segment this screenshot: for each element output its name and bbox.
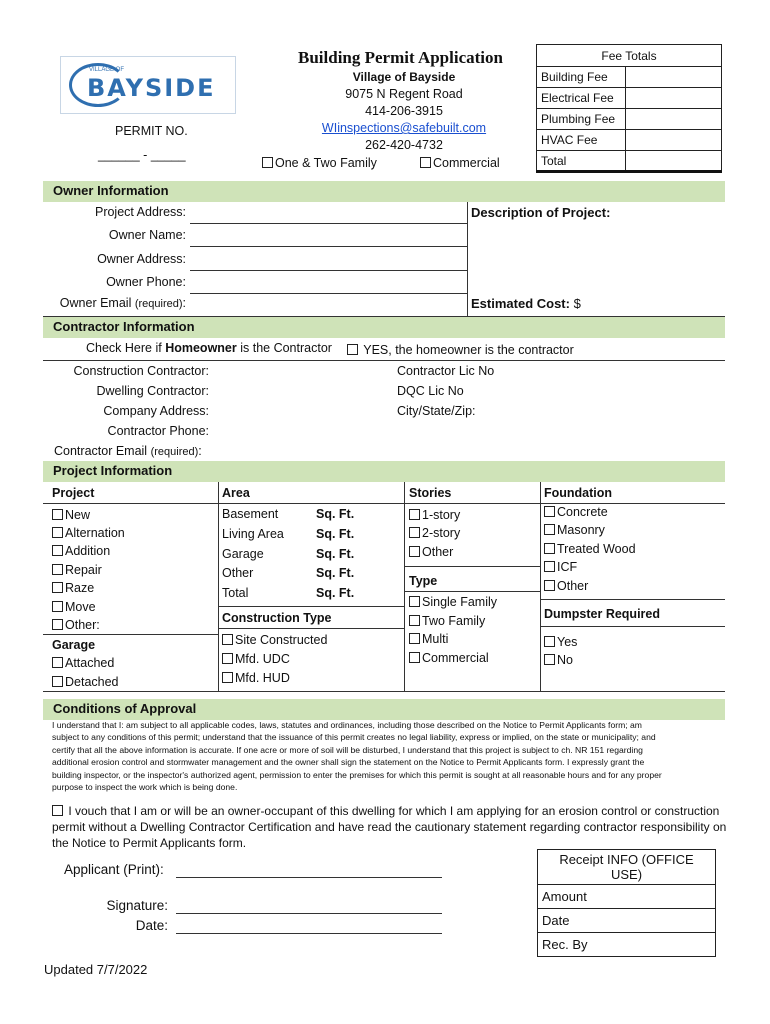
option-label: New (65, 508, 91, 522)
divider (218, 606, 404, 607)
checkbox-icon[interactable] (544, 561, 555, 572)
conditions-line: additional erosion control and stormwater management and the owner shall sign the statement on the Notice to Permit Applicants form. I expressly grant the (52, 757, 645, 767)
divider (404, 503, 540, 504)
checkbox-icon[interactable] (409, 652, 420, 663)
col-divider (404, 482, 405, 691)
permit-no-label: PERMIT NO. (115, 124, 188, 138)
owner-section-header: Owner Information (43, 181, 725, 202)
date-label: Date: (135, 918, 168, 933)
checkbox-icon[interactable] (409, 509, 420, 520)
checkbox-icon[interactable] (52, 564, 63, 575)
project-move-option[interactable] (52, 600, 96, 614)
form-title: Building Permit Application (298, 48, 503, 67)
fee-row-value[interactable] (626, 109, 722, 130)
checkbox-icon[interactable] (52, 601, 63, 612)
village-phone: 414-206-3915 (365, 104, 443, 118)
checkbox-icon[interactable] (409, 633, 420, 644)
receipt-rec-by[interactable]: Rec. By (538, 933, 716, 957)
label-text: Owner Email (59, 296, 132, 310)
foundation-treated-wood-option[interactable] (544, 542, 636, 556)
contractor-section-header: Contractor Information (43, 317, 725, 338)
option-label: Repair (65, 563, 102, 577)
fee-row-label: HVAC Fee (537, 130, 626, 151)
type-heading: Type (409, 574, 438, 588)
divider (218, 503, 404, 504)
area-heading: Area (222, 486, 250, 500)
applicant-print-label: Applicant (Print): (64, 862, 164, 877)
conditions-line: subject to any conditions of this permit; understand that the issuance of this permit creates no legal liability, express or implied, on the state or municipality; and (52, 732, 656, 742)
checkbox-icon[interactable] (544, 654, 555, 665)
description-label: Description of Project: (471, 205, 611, 220)
required-note: (required) (150, 446, 199, 458)
contractor-lic-label: Contractor Lic No (397, 364, 495, 378)
fee-row-label: Plumbing Fee (537, 109, 626, 130)
project-section-header: Project Information (43, 461, 725, 482)
checkbox-icon[interactable] (409, 596, 420, 607)
fee-row-value[interactable] (626, 67, 722, 88)
homeowner-check-label (86, 341, 332, 355)
project-other-option[interactable] (52, 618, 100, 632)
divider (43, 634, 218, 635)
owner-name-label: Owner Name: (108, 228, 186, 242)
divider (218, 628, 404, 629)
divider (540, 599, 725, 600)
inspections-email-link[interactable]: WIinspections@safebuilt.com (321, 121, 487, 135)
option-commercial[interactable] (420, 156, 500, 170)
option-label: ICF (557, 560, 578, 574)
area-garage-label: Garage (222, 547, 264, 561)
col-divider (218, 482, 219, 691)
homeowner-contractor-option[interactable] (347, 343, 574, 357)
option-label: Yes (557, 635, 578, 649)
date-field[interactable] (176, 933, 442, 934)
fee-row-label: Building Fee (537, 67, 626, 88)
checkbox-icon[interactable] (52, 509, 63, 520)
fee-row-label: Electrical Fee (537, 88, 626, 109)
receipt-amount[interactable]: Amount (538, 885, 716, 909)
option-label: Other (422, 545, 454, 559)
owner-address-field[interactable] (190, 270, 467, 271)
option-label: 2-story (422, 526, 461, 540)
option-label: Alternation (65, 526, 125, 540)
required-note: (required) (134, 298, 183, 310)
ctype-site-option[interactable] (222, 633, 327, 647)
dqc-lic-label: DQC Lic No (397, 384, 464, 398)
option-label: Detached (65, 675, 119, 689)
construction-contractor-label: Construction Contractor: (73, 364, 209, 378)
divider (43, 503, 218, 504)
checkbox-icon[interactable] (420, 157, 431, 168)
owner-email-label (43, 296, 186, 310)
alt-phone: 262-420-4732 (365, 138, 443, 152)
signature-field[interactable] (176, 913, 442, 914)
project-new-option[interactable] (52, 508, 90, 522)
area-other-label: Other (222, 566, 254, 580)
option-label: One & Two Family (275, 156, 377, 170)
foundation-concrete-option[interactable] (544, 505, 608, 519)
garage-detached-option[interactable] (52, 675, 119, 689)
option-one-two-family[interactable] (262, 156, 377, 170)
owner-phone-label: Owner Phone: (106, 275, 186, 289)
checkbox-icon[interactable] (409, 615, 420, 626)
checkbox-icon[interactable] (544, 543, 555, 554)
fee-row-value[interactable] (626, 151, 722, 172)
checkbox-icon[interactable] (52, 527, 63, 538)
option-label: Two Family (422, 614, 486, 628)
conditions-line: I understand that I: am subject to all applicable codes, laws, statutes and ordinances, including those described on the Notice to Permit Applicants form; am (52, 720, 642, 730)
checkbox-icon[interactable] (222, 653, 233, 664)
area-total-label: Total (222, 586, 249, 600)
colon: : (198, 444, 202, 458)
project-address-field[interactable] (190, 223, 467, 224)
dollar-sign: $ (573, 296, 581, 311)
label-bold: Homeowner (165, 341, 237, 355)
option-label: No (557, 653, 573, 667)
type-two-option[interactable] (409, 614, 485, 628)
option-label: Multi (422, 632, 449, 646)
receipt-title: Receipt INFO (OFFICE USE) (538, 850, 716, 885)
estimated-cost-label (471, 296, 581, 311)
sqft-unit: Sq. Ft. (316, 527, 355, 541)
checkbox-icon[interactable] (52, 676, 63, 687)
stories-other-option[interactable] (409, 545, 453, 559)
foundation-icf-option[interactable] (544, 560, 577, 574)
checkbox-icon[interactable] (347, 344, 358, 355)
stories-1-option[interactable] (409, 508, 460, 522)
option-label: Single Family (422, 595, 498, 609)
checkbox-icon[interactable] (52, 657, 63, 668)
project-addition-option[interactable] (52, 544, 110, 558)
owner-name-field[interactable] (190, 246, 467, 247)
checkbox-icon[interactable] (409, 546, 420, 557)
updated-date: Updated 7/7/2022 (44, 962, 148, 977)
conditions-section-header: Conditions of Approval (43, 699, 725, 720)
vouch-text: I vouch that I am or will be an owner-occupant of this dwelling for which I am applying for an erosion control or construction (68, 804, 720, 818)
option-label: 1-story (422, 508, 461, 522)
option-label: Attached (65, 656, 115, 670)
owner-phone-field[interactable] (190, 293, 467, 294)
sqft-unit: Sq. Ft. (316, 547, 355, 561)
project-repair-option[interactable] (52, 563, 102, 577)
vouch-text: the Notice to Permit Applicants form. (52, 836, 247, 850)
option-label: Raze (65, 581, 95, 595)
sqft-unit: Sq. Ft. (316, 507, 355, 521)
project-type-heading: Project (52, 486, 95, 500)
divider (43, 360, 725, 361)
company-address-label: Company Address: (103, 404, 209, 418)
checkbox-icon[interactable] (544, 506, 555, 517)
owner-occupant-vouch[interactable] (52, 803, 719, 819)
foundation-masonry-option[interactable] (544, 523, 605, 537)
checkbox-icon[interactable] (544, 580, 555, 591)
option-label: Move (65, 600, 96, 614)
fee-totals-table (536, 44, 722, 173)
divider (43, 691, 725, 692)
option-label: Other (557, 579, 589, 593)
checkbox-icon[interactable] (409, 527, 420, 538)
fee-row-label: Total (537, 151, 626, 172)
foundation-heading: Foundation (544, 486, 613, 500)
village-name: Village of Bayside (352, 70, 456, 84)
label-text: Check Here if (86, 341, 166, 355)
checkbox-icon[interactable] (222, 672, 233, 683)
option-label: YES, the homeowner is the contractor (363, 343, 574, 357)
garage-heading: Garage (52, 638, 96, 652)
divider (404, 566, 540, 567)
foundation-other-option[interactable] (544, 579, 588, 593)
divider (404, 591, 540, 592)
applicant-print-field[interactable] (176, 877, 442, 878)
checkbox-icon[interactable] (52, 545, 63, 556)
option-label: Masonry (557, 523, 605, 537)
option-label: Site Constructed (235, 633, 328, 647)
ctype-hud-option[interactable] (222, 671, 290, 685)
village-address: 9075 N Regent Road (345, 87, 463, 101)
project-alternation-option[interactable] (52, 526, 125, 540)
option-label: Commercial (433, 156, 500, 170)
vouch-text: permit without a Dwelling Contractor Certification and have read the cautionary statement regarding contractor responsibility on (52, 820, 727, 834)
fee-row-value[interactable] (626, 88, 722, 109)
label-text: is the Contractor (236, 341, 332, 355)
receipt-date[interactable]: Date (538, 909, 716, 933)
city-state-zip-label: City/State/Zip: (397, 404, 476, 418)
option-label: Addition (65, 544, 111, 558)
owner-divider (467, 202, 468, 319)
option-label: Treated Wood (557, 542, 636, 556)
receipt-table (537, 849, 716, 957)
divider (540, 626, 725, 627)
garage-attached-option[interactable] (52, 656, 114, 670)
option-label: Commercial (422, 651, 489, 665)
sqft-unit: Sq. Ft. (316, 586, 355, 600)
logo-wordmark: BAYSIDE (87, 74, 216, 102)
option-label: Concrete (557, 505, 608, 519)
dumpster-no-option[interactable] (544, 653, 573, 667)
col-divider (540, 482, 541, 691)
conditions-line: purpose to inspect the work which is being done. (52, 782, 238, 792)
signature-label: Signature: (106, 898, 168, 913)
divider (540, 503, 725, 504)
area-basement-label: Basement (222, 507, 279, 521)
contractor-email-label (54, 444, 202, 458)
checkbox-icon[interactable] (262, 157, 273, 168)
contractor-phone-label: Contractor Phone: (107, 424, 209, 438)
construction-type-heading: Construction Type (222, 611, 332, 625)
fee-row-value[interactable] (626, 130, 722, 151)
checkbox-icon[interactable] (222, 634, 233, 645)
permit-no-blank[interactable]: ______ - _____ (98, 148, 186, 162)
project-raze-option[interactable] (52, 581, 94, 595)
owner-address-label: Owner Address: (97, 252, 186, 266)
dumpster-heading: Dumpster Required (544, 607, 660, 621)
dwelling-contractor-label: Dwelling Contractor: (96, 384, 209, 398)
type-commercial-option[interactable] (409, 651, 489, 665)
label-text: Estimated Cost: (471, 296, 570, 311)
checkbox-icon[interactable] (544, 524, 555, 535)
sqft-unit: Sq. Ft. (316, 566, 355, 580)
option-label: Mfd. UDC (235, 652, 290, 666)
type-single-option[interactable] (409, 595, 497, 609)
ctype-udc-option[interactable] (222, 652, 290, 666)
conditions-line: building inspector, or the inspector's authorized agent, permission to enter the premises for which this permit is sought at all reasonable hours and for any proper (52, 770, 662, 780)
bayside-logo (60, 56, 236, 114)
colon: : (182, 296, 186, 310)
option-label: Other: (65, 618, 100, 632)
checkbox-icon[interactable] (52, 582, 63, 593)
checkbox-icon[interactable] (52, 619, 63, 630)
stories-heading: Stories (409, 486, 452, 500)
checkbox-icon[interactable] (544, 636, 555, 647)
dumpster-yes-option[interactable] (544, 635, 577, 649)
fee-totals-title: Fee Totals (537, 45, 722, 67)
label-text: Contractor Email (54, 444, 148, 458)
project-address-label: Project Address: (94, 205, 186, 219)
conditions-line: certify that all the above information is accurate. If one acre or more of soil will be disturbed, I understand that this project is subject to ch. NR 151 regarding (52, 745, 643, 755)
area-living-label: Living Area (222, 527, 284, 541)
option-label: Mfd. HUD (235, 671, 290, 685)
logo-small-text: VILLAGE OF (89, 67, 125, 73)
checkbox-icon[interactable] (52, 805, 63, 816)
type-multi-option[interactable] (409, 632, 448, 646)
stories-2-option[interactable] (409, 526, 460, 540)
